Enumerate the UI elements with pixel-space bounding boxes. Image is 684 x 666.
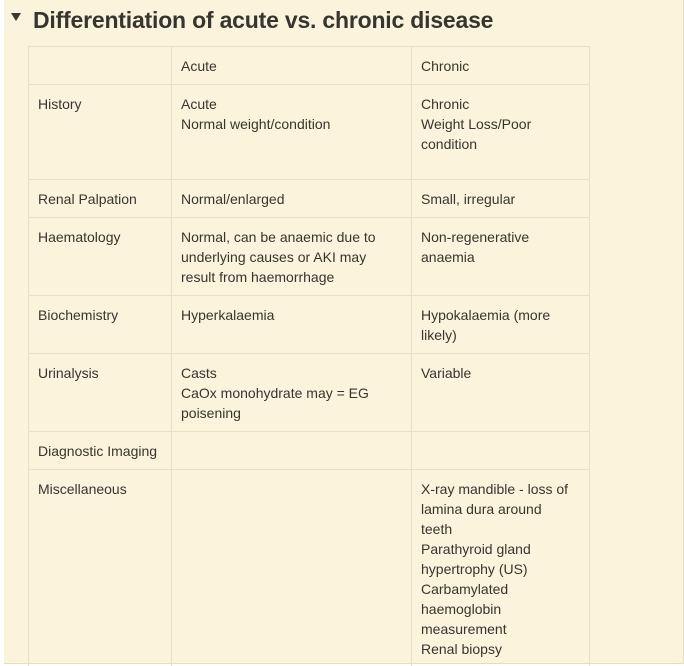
table-row [29,432,590,470]
acute-cell[interactable]: Normal, can be anaemic due to underlying causes or AKI may result from haemorrhage [172,218,412,296]
chronic-cell[interactable]: Chronic Weight Loss/Poor condition [412,85,590,180]
row-label-cell[interactable]: Diagnostic Imaging [29,432,172,470]
comparison-table [28,46,590,666]
row-label-cell[interactable]: Renal Palpation [29,180,172,218]
table-row [29,470,590,666]
chronic-cell[interactable]: Non-regenerative anaemia [412,218,590,296]
table-row [29,218,590,296]
row-label-cell[interactable]: Biochemistry [29,296,172,354]
chronic-cell[interactable]: Small, irregular [412,180,590,218]
row-label-cell[interactable]: History [29,85,172,180]
acute-cell[interactable]: Hyperkalaemia [172,296,412,354]
header-cell-acute[interactable]: Acute [172,47,412,85]
toggle-triangle-icon[interactable] [11,13,21,21]
acute-cell[interactable] [172,470,412,666]
acute-cell[interactable]: Acute Normal weight/condition [172,85,412,180]
toggle-heading[interactable]: Differentiation of acute vs. chronic disease [33,7,494,33]
chronic-cell[interactable]: Hypokalaemia (more likely) [412,296,590,354]
table-row [29,180,590,218]
row-label-cell[interactable]: Urinalysis [29,354,172,432]
header-cell-chronic[interactable]: Chronic [412,47,590,85]
row-label-cell[interactable]: Miscellaneous [29,470,172,666]
row-label-cell[interactable]: Haematology [29,218,172,296]
acute-cell[interactable]: Casts CaOx monohydrate may = EG poisening [172,354,412,432]
table-header-row [29,47,590,85]
acute-cell[interactable] [172,432,412,470]
chronic-cell[interactable]: Variable [412,354,590,432]
chronic-cell[interactable]: X-ray mandible - loss of lamina dura around teeth Parathyroid gland hypertrophy (US) Carbamylated haemoglobin measurement Renal biopsy [412,470,590,666]
table-row [29,296,590,354]
table-row [29,354,590,432]
acute-cell[interactable]: Normal/enlarged [172,180,412,218]
header-cell-empty[interactable] [29,47,172,85]
chronic-cell[interactable] [412,432,590,470]
table-row [29,85,590,180]
